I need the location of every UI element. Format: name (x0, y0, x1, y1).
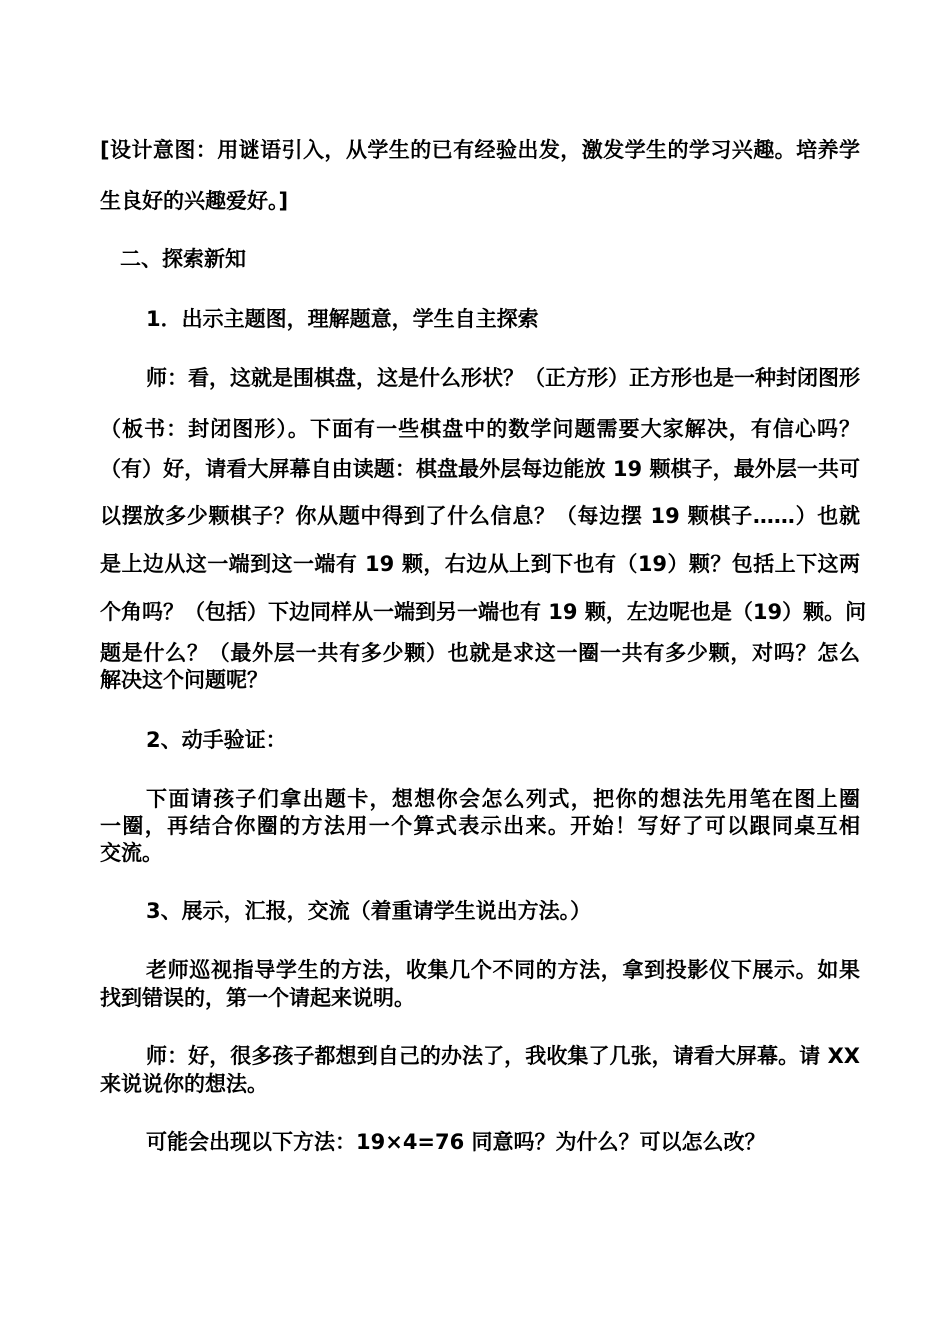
step1-line-1: 师：看，这就是围棋盘，这是什么形状？（正方形）正方形也是一种封闭图形 (146, 366, 860, 390)
design-intent-line-1: [设计意图：用谜语引入，从学生的已有经验出发，激发学生的学习兴趣。培养学 (100, 138, 860, 162)
section-heading: 二、探索新知 (120, 247, 246, 271)
design-intent-line-2: 生良好的兴趣爱好。] (100, 189, 289, 213)
step2-heading: 2、动手验证： (146, 728, 287, 752)
step3-para3: 可能会出现以下方法：19×4=76 同意吗？为什么？可以怎么改？ (146, 1130, 766, 1154)
step1-line-8: 解决这个问题呢？ (100, 668, 268, 692)
step3-para2-line-1: 师：好，很多孩子都想到自己的办法了，我收集了几张，请看大屏幕。请 XX (146, 1044, 860, 1068)
step1-line-4: 以摆放多少颗棋子？你从题中得到了什么信息？（每边摆 19 颗棋子……）也就 (100, 504, 860, 528)
step2-line-1: 下面请孩子们拿出题卡，想想你会怎么列式，把你的想法先用笔在图上圈 (146, 787, 860, 811)
step3-para1-line-2: 找到错误的，第一个请起来说明。 (100, 986, 415, 1010)
step1-line-6: 个角吗？（包括）下边同样从一端到另一端也有 19 颗，左边呢也是（19）颗。问 (100, 600, 867, 624)
step1-line-3: （有）好，请看大屏幕自由读题：棋盘最外层每边能放 19 颗棋子，最外层一共可 (100, 457, 860, 481)
step3-para1-line-1: 老师巡视指导学生的方法，收集几个不同的方法，拿到投影仪下展示。如果 (146, 958, 860, 982)
step3-heading: 3、展示，汇报，交流（着重请学生说出方法。） (146, 899, 592, 923)
step2-line-2: 一圈，再结合你圈的方法用一个算式表示出来。开始！写好了可以跟同桌互相 (100, 814, 860, 838)
step2-line-3: 交流。 (100, 841, 163, 865)
step1-line-5: 是上边从这一端到这一端有 19 颗，右边从上到下也有（19）颗？包括上下这两 (100, 552, 860, 576)
step1-line-7: 题是什么？（最外层一共有多少颗）也就是求这一圈一共有多少颗，对吗？怎么 (100, 641, 860, 665)
step1-line-2: （板书：封闭图形）。下面有一些棋盘中的数学问题需要大家解决，有信心吗？ (100, 417, 860, 441)
step3-para2-line-2: 来说说你的想法。 (100, 1072, 268, 1096)
step1-heading: 1．出示主题图，理解题意，学生自主探索 (146, 307, 539, 331)
